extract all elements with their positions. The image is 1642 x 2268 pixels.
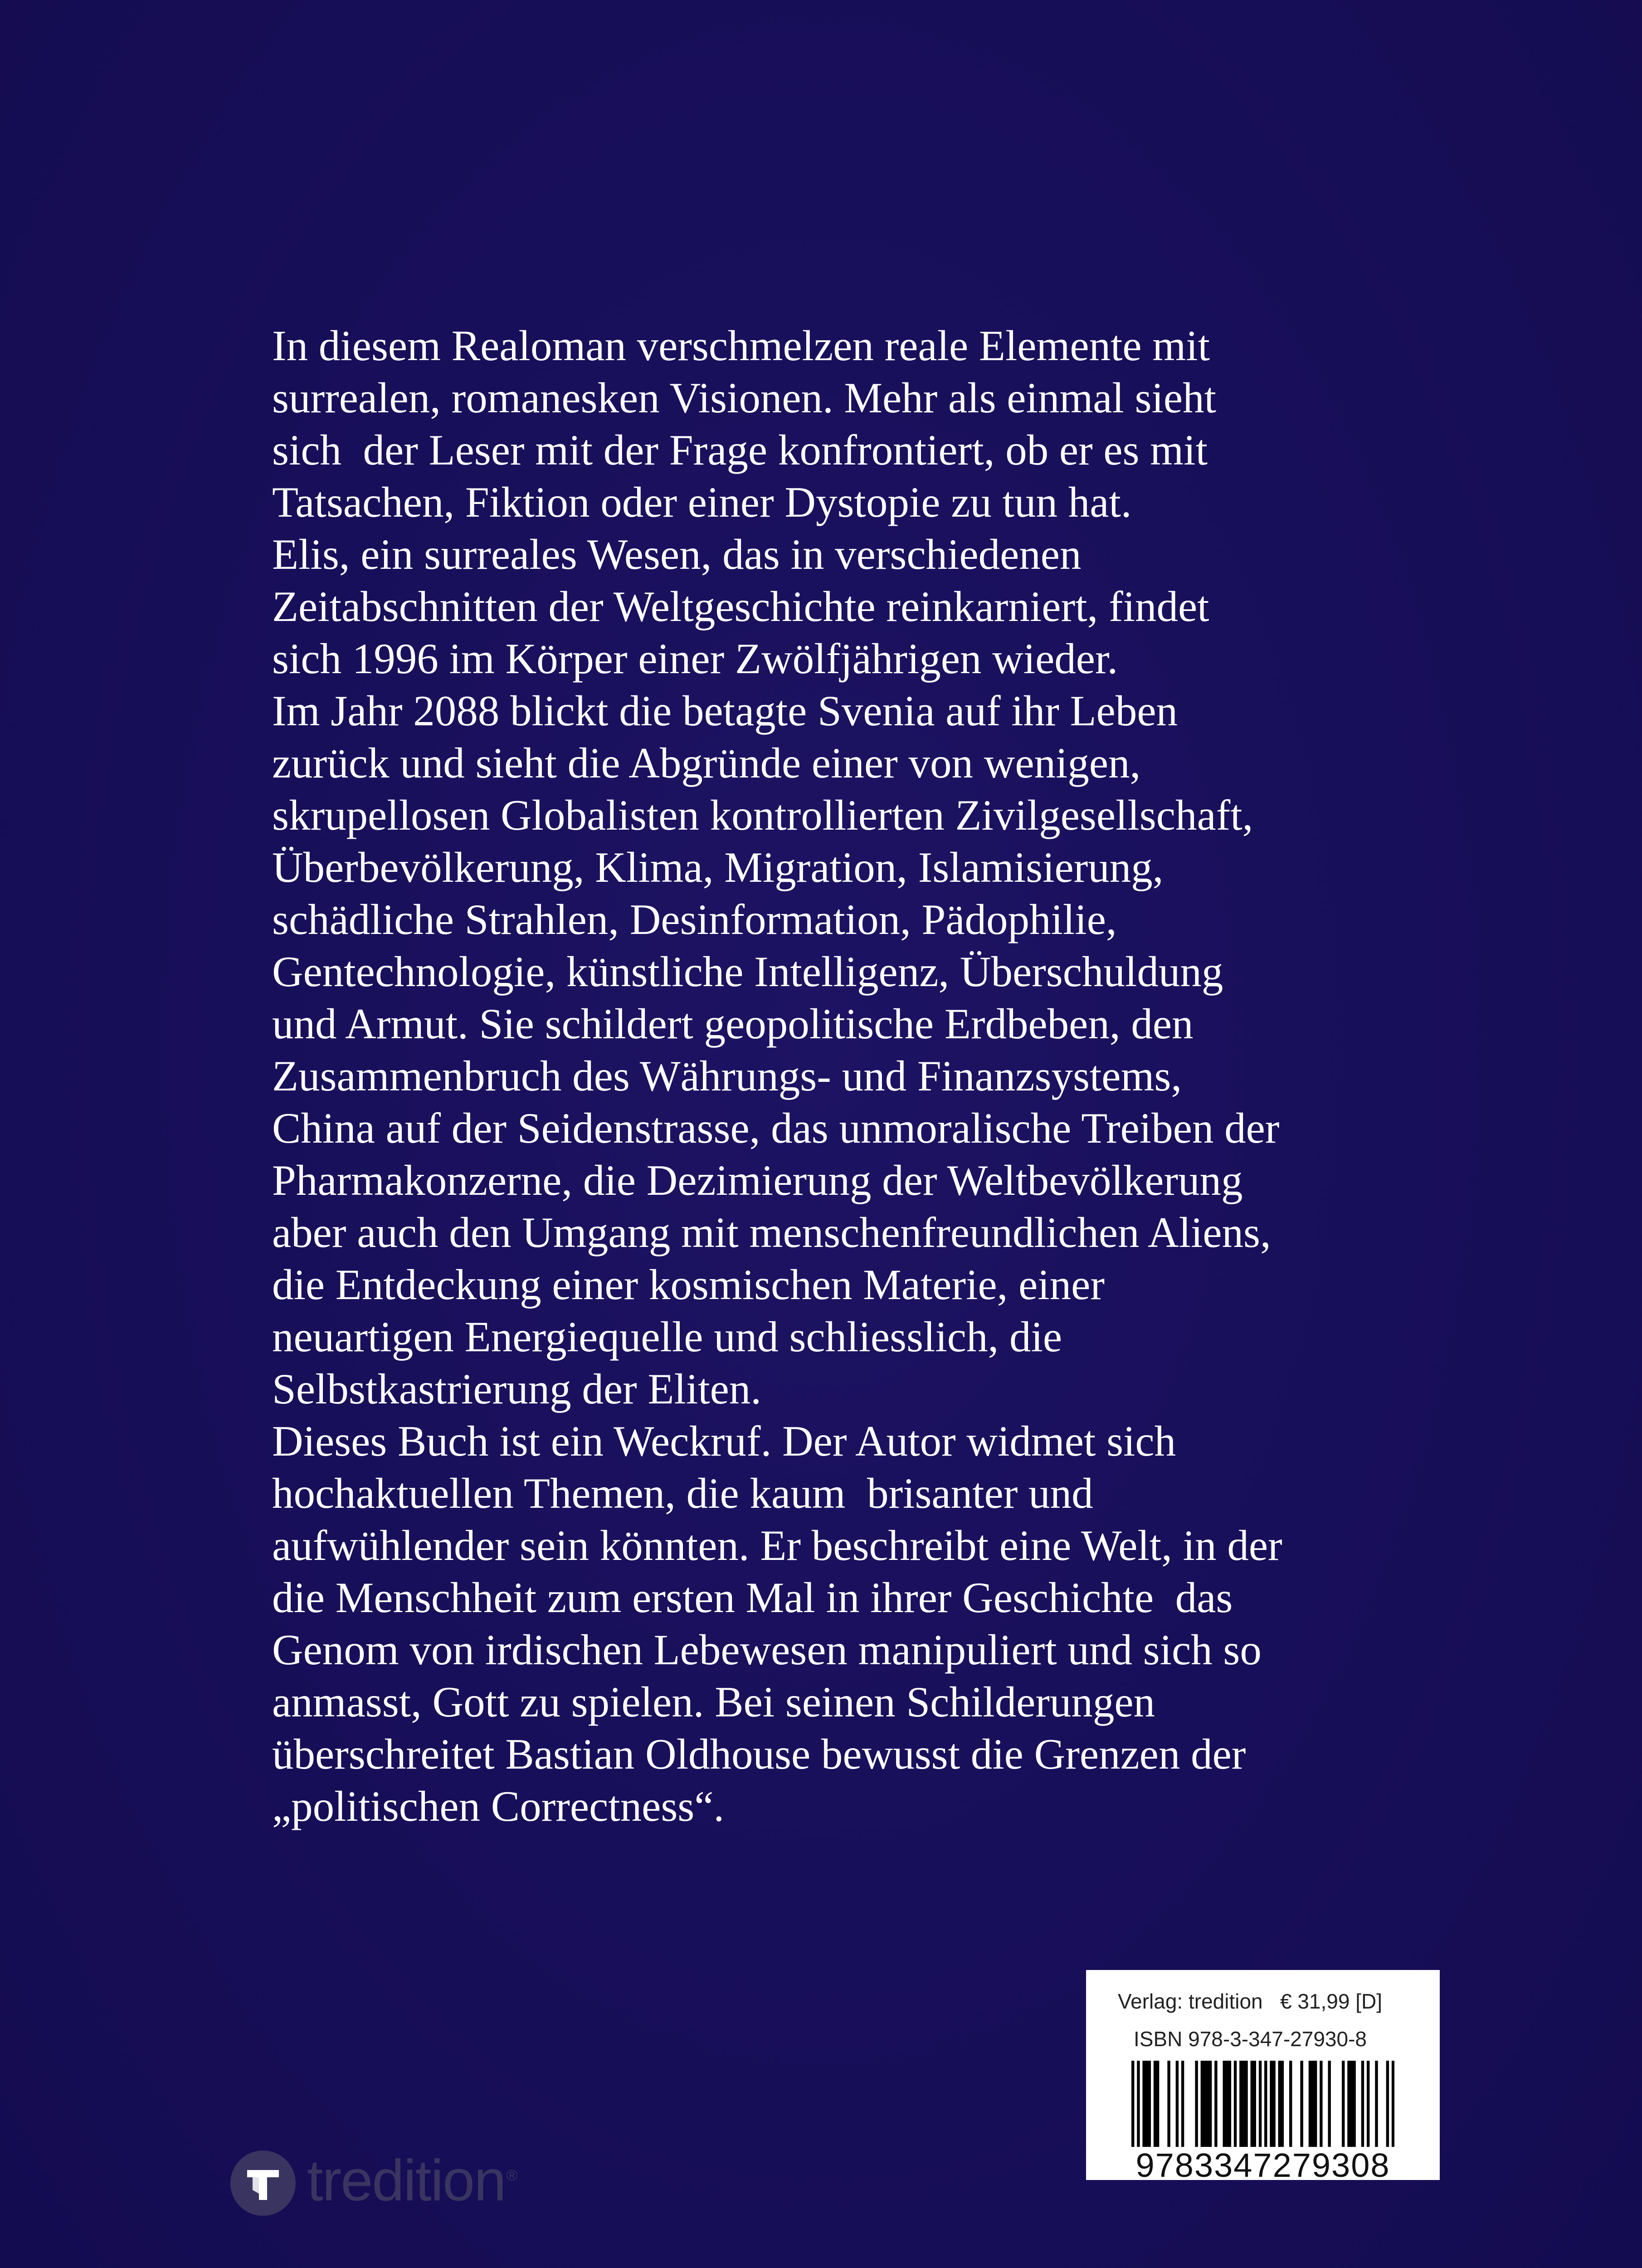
- barcode-bar: [1228, 2061, 1231, 2147]
- blurb-line: Tatsachen, Fiktion oder einer Dystopie zu tun hat.: [272, 478, 1132, 526]
- barcode-bar: [1148, 2061, 1151, 2147]
- barcode-bar: [1253, 2061, 1256, 2147]
- barcode-bar: [1226, 2061, 1228, 2147]
- blurb-line: Elis, ein surreales Wesen, das in verschiedenen: [272, 530, 1082, 578]
- barcode-bar: [1367, 2061, 1369, 2147]
- blurb-line: surrealen, romanesken Visionen. Mehr als einmal sieht: [272, 374, 1216, 422]
- blurb-line: „politischen Correctness“.: [272, 1782, 725, 1830]
- barcode-bar: [1328, 2061, 1330, 2147]
- barcode-bar: [1239, 2061, 1242, 2147]
- blurb-line: Dieses Buch ist ein Weckruf. Der Autor widmet sich: [272, 1417, 1176, 1465]
- blurb-line: Gentechnologie, künstliche Intelligenz, Überschuldung: [272, 948, 1223, 996]
- blurb-line: hochaktuellen Themen, die kaum brisanter und: [272, 1469, 1093, 1517]
- logo-text: tredition: [307, 2148, 506, 2213]
- barcode-bar: [1314, 2061, 1317, 2147]
- barcode-bar: [1201, 2061, 1203, 2147]
- blurb-line: Im Jahr 2088 blickt die betagte Svenia auf ihr Leben: [272, 687, 1178, 735]
- blurb-line: und Armut. Sie schildert geopolitische Erdbeben, den: [272, 1000, 1194, 1048]
- barcode-bar: [1259, 2061, 1262, 2147]
- barcode-bar: [1195, 2061, 1198, 2147]
- blurb-line: Zeitabschnitten der Weltgeschichte reinkarniert, findet: [272, 582, 1209, 631]
- blurb-line: sich 1996 im Körper einer Zwölfjährigen wieder.: [272, 635, 1118, 683]
- barcode-bar: [1156, 2061, 1159, 2147]
- blurb-line: Zusammenbruch des Währungs- und Finanzsystems,: [272, 1052, 1182, 1100]
- barcode-bar: [1214, 2061, 1217, 2147]
- barcode-bar: [1264, 2061, 1267, 2147]
- blurb-line: schädliche Strahlen, Desinformation, Pädophilie,: [272, 895, 1117, 943]
- barcode-bar: [1309, 2061, 1311, 2147]
- blurb-line: die Entdeckung einer kosmischen Materie, einer: [272, 1261, 1105, 1309]
- blurb-line: überschreitet Bastian Oldhouse bewusst die Grenzen der: [272, 1730, 1246, 1778]
- blurb-line: In diesem Realoman verschmelzen reale Elemente mit: [272, 322, 1210, 370]
- blurb-line: China auf der Seidenstrasse, das unmoralische Treiben der: [272, 1104, 1280, 1152]
- barcode-bar: [1242, 2061, 1245, 2147]
- barcode-bar: [1289, 2061, 1292, 2147]
- barcode-bar: [1353, 2061, 1355, 2147]
- barcode-bar: [1234, 2061, 1237, 2147]
- barcode-bar: [1375, 2061, 1378, 2147]
- barcode-bar: [1206, 2061, 1209, 2147]
- blurb-line: Genom von irdischen Lebewesen manipuliert und sich so: [272, 1626, 1262, 1674]
- barcode-bars: [1131, 2061, 1394, 2147]
- barcode-bar: [1176, 2061, 1179, 2147]
- barcode-bar: [1145, 2061, 1148, 2147]
- barcode-bar: [1311, 2061, 1314, 2147]
- logo-wordmark: [307, 2147, 516, 2214]
- barcode-bar: [1342, 2061, 1345, 2147]
- barcode-digits: 9783347279308: [1135, 2146, 1390, 2184]
- barcode-bar: [1350, 2061, 1353, 2147]
- barcode-bar: [1137, 2061, 1140, 2147]
- barcode-bar: [1203, 2061, 1206, 2147]
- barcode-bar: [1142, 2061, 1145, 2147]
- barcode-bar: [1386, 2061, 1389, 2147]
- barcode-bar: [1347, 2061, 1350, 2147]
- registered-mark: ®: [506, 2166, 517, 2184]
- barcode-bar: [1272, 2061, 1275, 2147]
- barcode-bar: [1320, 2061, 1322, 2147]
- blurb-line: die Menschheit zum ersten Mal in ihrer Geschichte das: [272, 1574, 1233, 1622]
- blurb-line: skrupellosen Globalisten kontrollierten Zivilgesellschaft,: [272, 791, 1253, 839]
- barcode-bar: [1270, 2061, 1272, 2147]
- barcode-bar: [1181, 2061, 1184, 2147]
- blurb-line: zurück und sieht die Abgründe einer von wenigen,: [272, 739, 1141, 787]
- barcode-bar: [1278, 2061, 1281, 2147]
- barcode-bar: [1223, 2061, 1225, 2147]
- blurb-line: aber auch den Umgang mit menschenfreundlichen Aliens,: [272, 1208, 1271, 1256]
- publisher-logo: [229, 2149, 516, 2217]
- barcode-bar: [1154, 2061, 1156, 2147]
- barcode-box: [1086, 1970, 1440, 2184]
- isbn-label: ISBN 978-3-347-27930-8: [1134, 2027, 1367, 2051]
- barcode-bar: [1131, 2061, 1134, 2147]
- blurb-line: aufwühlender sein könnten. Er beschreibt eine Welt, in der: [272, 1521, 1282, 1569]
- barcode-bar: [1392, 2061, 1394, 2147]
- publisher-price: Verlag: tredition € 31,99 [D]: [1118, 1989, 1383, 2013]
- blurb-line: Überbevölkerung, Klima, Migration, Islamisierung,: [272, 843, 1164, 891]
- blurb-text: [272, 320, 1379, 1833]
- blurb-line: anmasst, Gott zu spielen. Bei seinen Schilderungen: [272, 1678, 1155, 1726]
- barcode-bar: [1245, 2061, 1247, 2147]
- barcode-bar: [1167, 2061, 1170, 2147]
- barcode-bar: [1300, 2061, 1303, 2147]
- barcode-bar: [1251, 2061, 1253, 2147]
- tredition-t-icon: [229, 2149, 297, 2217]
- blurb-line: Selbstkastrierung der Eliten.: [272, 1365, 762, 1413]
- blurb-line: sich der Leser mit der Frage konfrontiert, ob er es mit: [272, 426, 1208, 474]
- barcode-bar: [1281, 2061, 1284, 2147]
- blurb-line: neuartigen Energiequelle und schliesslich, die: [272, 1313, 1062, 1361]
- barcode-bar: [1361, 2061, 1364, 2147]
- barcode-bar: [1209, 2061, 1212, 2147]
- blurb-line: Pharmakonzerne, die Dezimierung der Weltbevölkerung: [272, 1156, 1243, 1204]
